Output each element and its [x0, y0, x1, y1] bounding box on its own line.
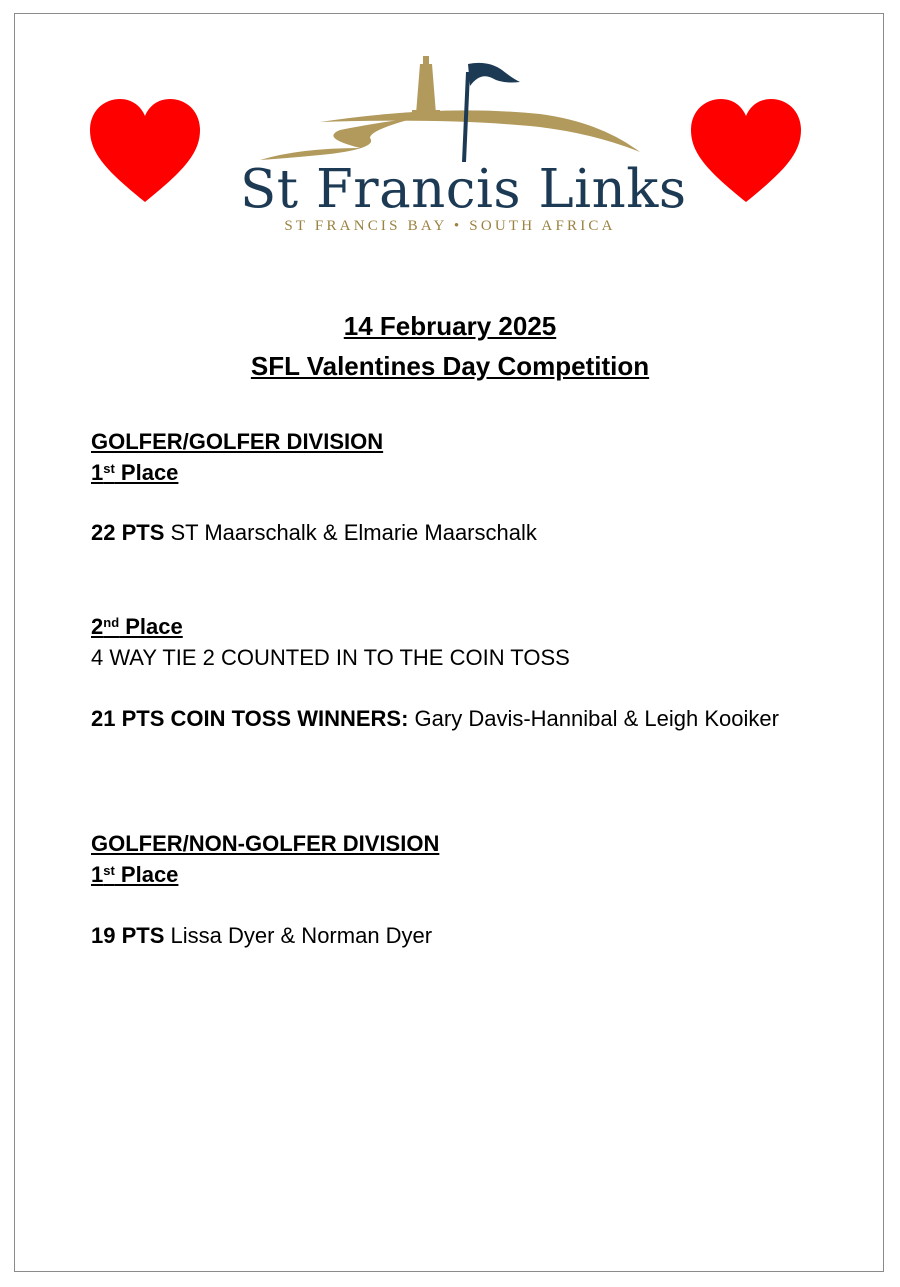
lighthouse-flag-icon: [240, 52, 660, 162]
st-francis-links-logo: [240, 52, 687, 242]
names: Lissa Dyer & Norman Dyer: [164, 923, 433, 948]
names: ST Maarschalk & Elmarie Maarschalk: [164, 520, 537, 545]
golfer-second-place-heading: 2nd Place: [91, 614, 183, 639]
golfer-first-place-heading: 1st Place: [91, 460, 179, 485]
logo-tagline: ST FRANCIS BAY • SOUTH AFRICA: [284, 218, 616, 234]
non-golfer-first-place-heading: 1st Place: [91, 862, 179, 887]
score: 22 PTS: [91, 520, 165, 545]
coin-toss-label: 21 PTS COIN TOSS WINNERS:: [91, 706, 409, 731]
non-golfer-first-place-result: [91, 922, 432, 950]
non-golfer-division-heading: GOLFER/NON-GOLFER DIVISION: [91, 831, 440, 856]
logo-name: St Francis Links: [240, 159, 687, 220]
score: 19 PTS: [91, 923, 165, 948]
coin-toss-result: [91, 705, 779, 733]
tie-note: 4 WAY TIE 2 COUNTED IN TO THE COIN TOSS: [91, 645, 570, 670]
event-title: SFL Valentines Day Competition: [250, 351, 650, 381]
golfer-first-place-result: [91, 519, 537, 547]
heart-icon-right: [689, 98, 803, 204]
golfer-division-heading: GOLFER/GOLFER DIVISION: [91, 429, 384, 454]
event-date: 14 February 2025: [343, 311, 557, 341]
coin-toss-names: Gary Davis-Hannibal & Leigh Kooiker: [408, 706, 779, 731]
heart-icon-left: [88, 98, 202, 204]
